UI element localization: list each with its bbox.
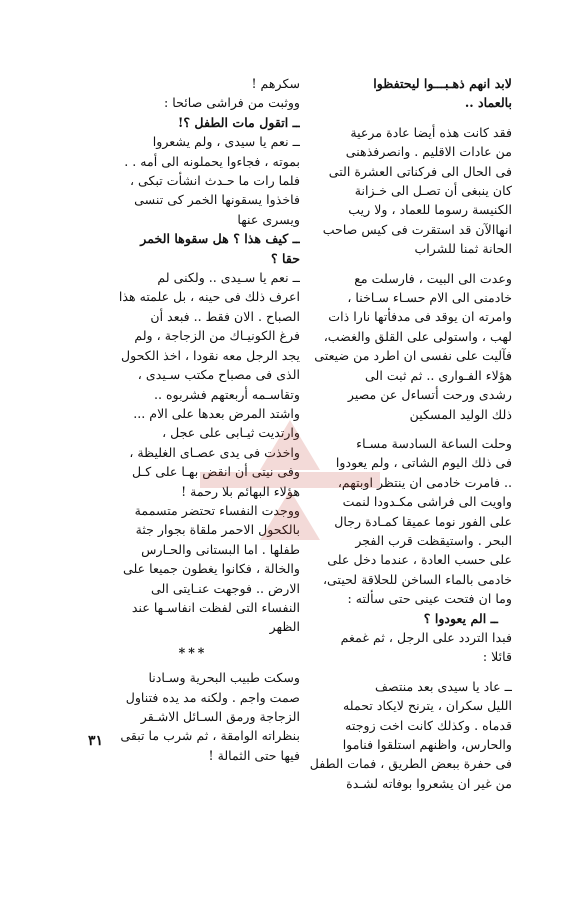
page-number: ٣١ xyxy=(88,733,104,749)
right-column-line: خادمى بالماء الساخن للحلاقة لحيتى، xyxy=(322,571,512,587)
left-column-line: فاخذوا يسقونها الخمر كى تنسى xyxy=(134,192,300,208)
left-column-line: بموته ، فجاءوا يحملونه الى أمه . . xyxy=(124,153,300,169)
right-column-line: وحلت الساعة السادسة مسـاء xyxy=(356,435,512,451)
left-column-line: الزجاجة ورمق السـائل الاشـقر xyxy=(140,709,300,724)
left-column-line: حقا ؟ xyxy=(270,250,300,266)
right-column-line: .. فامرت خادمى ان ينتظر اوبتهم، xyxy=(337,474,512,490)
left-column-line: وسكت طبيب البحرية وسـادنا xyxy=(148,670,300,686)
left-column-line: ــ اتقول مات الطفل ؟! xyxy=(177,114,300,130)
left-column-line: اعرف ذلك فى حينه ، بل علمته هذا xyxy=(118,289,300,305)
right-column-line: لابد انهم ذهـبـــوا ليحتفظوا xyxy=(373,76,512,91)
right-column-line: بالعماد .. xyxy=(464,95,512,111)
left-text-column xyxy=(86,74,300,765)
left-column-line: طفلها . اما البستانى والحـارس xyxy=(141,541,300,557)
right-column-line: قائلا : xyxy=(482,649,512,665)
left-column-line: يجد الرجل معه نقودا ، اخذ الكحول xyxy=(121,347,300,363)
right-column-line: وامرته ان يوقد فى مدفأتها نارا ذات xyxy=(328,309,512,325)
left-column-line: هؤلاء البهائم بلا رحمة ! xyxy=(181,483,300,499)
right-column-line: انهاالآن قد استقرت فى كيس صاحب xyxy=(322,221,512,237)
right-column-line: قدماه . وكذلك كانت اخت زوجته xyxy=(345,717,512,733)
left-column-line: الذى فى مصباح مكتب سـيدى ، xyxy=(137,367,300,383)
left-column-line: الصباح . الان فقط .. فبعد أن xyxy=(150,308,300,324)
right-column-line: الحانة ثمنا للشراب xyxy=(414,241,512,257)
left-column-line: الظهر xyxy=(269,619,300,635)
right-column-line: فقد كانت هذه أيضا عادة مرعية xyxy=(350,124,512,140)
right-column-line: الليل سكران ، يترنح لايكاد تحمله xyxy=(343,698,512,714)
right-column-line: واويت الى فراشى مكـدودا لنمت xyxy=(342,494,512,510)
left-column-line: صمت واجم . ولكنه مد يده فتناول xyxy=(125,689,300,705)
right-column-line: وما ان فتحت عينى حتى سألته : xyxy=(347,591,512,607)
left-column-line: ويسرى عنها xyxy=(237,211,300,227)
left-column-line: النفساء التى لفظت انفاسـها عند xyxy=(131,599,300,615)
left-column-line: فلما رات ما حـدث انشأت تبكى ، xyxy=(129,173,300,189)
left-column-line: ــ نعم يا سيدى ، ولم يشعروا xyxy=(152,134,300,150)
section-separator: *** xyxy=(178,644,208,660)
left-column-line: ــ كيف هذا ؟ هل سقوها الخمر xyxy=(140,231,300,247)
right-column-line: ــ عاد يا سيدى بعد منتصف xyxy=(374,678,512,694)
right-column-line: الكنيسة رسوما للعماد ، ولا ريب xyxy=(348,202,512,218)
left-column-line: وارتديت ثيـابى على عجل ، xyxy=(162,425,300,441)
left-column-line: والخالة ، فكانوا يغطون جميعا على xyxy=(122,561,300,577)
left-column-line: واخذت فى يدى عصـاى الغليظة ، xyxy=(129,444,300,460)
left-column-line: بنظراته الوامقة ، ثم شرب ما تبقى xyxy=(120,728,300,744)
right-column-line: فبدا التردد على الرجل ، ثم غمغم xyxy=(340,629,512,645)
left-column-line: سكرهم ! xyxy=(251,76,300,91)
left-column-line: وفى نيتى أن انقض بهـا على كـل xyxy=(131,464,300,480)
right-column-line: على الفور نوما عميقا كمـادة رجال xyxy=(334,513,512,529)
left-column-line: فرغ الكونيـاك من الزجاجة ، ولم xyxy=(134,328,300,344)
right-column-line: من عادات الاقليم . وانصرفذهنى xyxy=(345,144,512,160)
left-column-line: واشتد المرض بعدها على الام ... xyxy=(133,405,300,421)
right-column-line: هؤلاء الفـوارى .. ثم ثبت الى xyxy=(364,367,512,383)
right-text-column xyxy=(298,74,512,793)
right-column-line: على حسب العادة ، عندما دخل على xyxy=(327,552,512,568)
left-column-line: وتقاسـمه أربعتهم فشربوه .. xyxy=(153,386,300,402)
right-column-line: ــ الم يعودوا ؟ xyxy=(423,610,498,626)
right-column-line: لهب ، واستولى على القلق والغضب، xyxy=(323,328,512,344)
paragraph-gap xyxy=(298,667,512,677)
paragraph-gap xyxy=(298,259,512,269)
right-column-line: ذلك الوليد المسكين xyxy=(409,406,512,422)
left-column-line: بالكحول الاحمر ملقاة بجوار جثة xyxy=(135,522,300,538)
left-column-line: ووجدت النفساء تحتضر متسممة xyxy=(134,502,300,518)
right-column-line: وعدت الى البيت ، فارسلت مع xyxy=(354,270,512,286)
right-column-line: فى حفرة ببعض الطريق ، فمات الطفل xyxy=(309,756,512,772)
paragraph-gap xyxy=(298,424,512,434)
paragraph-gap xyxy=(298,113,512,123)
right-column-line: البحر . واستيقظت قرب الفجر xyxy=(355,532,512,548)
right-column-line: كان ينبغى أن تصـل الى خـزانة xyxy=(354,183,512,199)
left-column-line: ــ نعم يا سـيدى .. ولكنى لم xyxy=(157,270,300,286)
right-column-line: فى الحال الى فركناتى العشرة التى xyxy=(328,163,512,179)
right-column-line: من غير ان يشعروا بوفاته لشـدة xyxy=(346,775,512,791)
right-column-line: والحارس، واظنهم استلقوا فناموا xyxy=(342,737,512,752)
left-column-line: ووثبت من فراشى صائحا : xyxy=(164,95,300,111)
right-column-line: رشدى ورحت أتساءل عن مصير xyxy=(347,387,512,403)
left-column-line: الارض .. فوجهت عنـايتى الى xyxy=(151,580,300,596)
right-column-line: فآليت على نفسى ان اطرد من ضيعتى xyxy=(314,348,512,364)
right-column-line: خادمنى الى الام حسـاء سـاخنا ، xyxy=(347,290,512,306)
right-column-line: فى ذلك اليوم الشاتى ، ولم يعودوا xyxy=(335,455,512,471)
left-column-line: فيها حتى الثمالة ! xyxy=(208,747,300,763)
